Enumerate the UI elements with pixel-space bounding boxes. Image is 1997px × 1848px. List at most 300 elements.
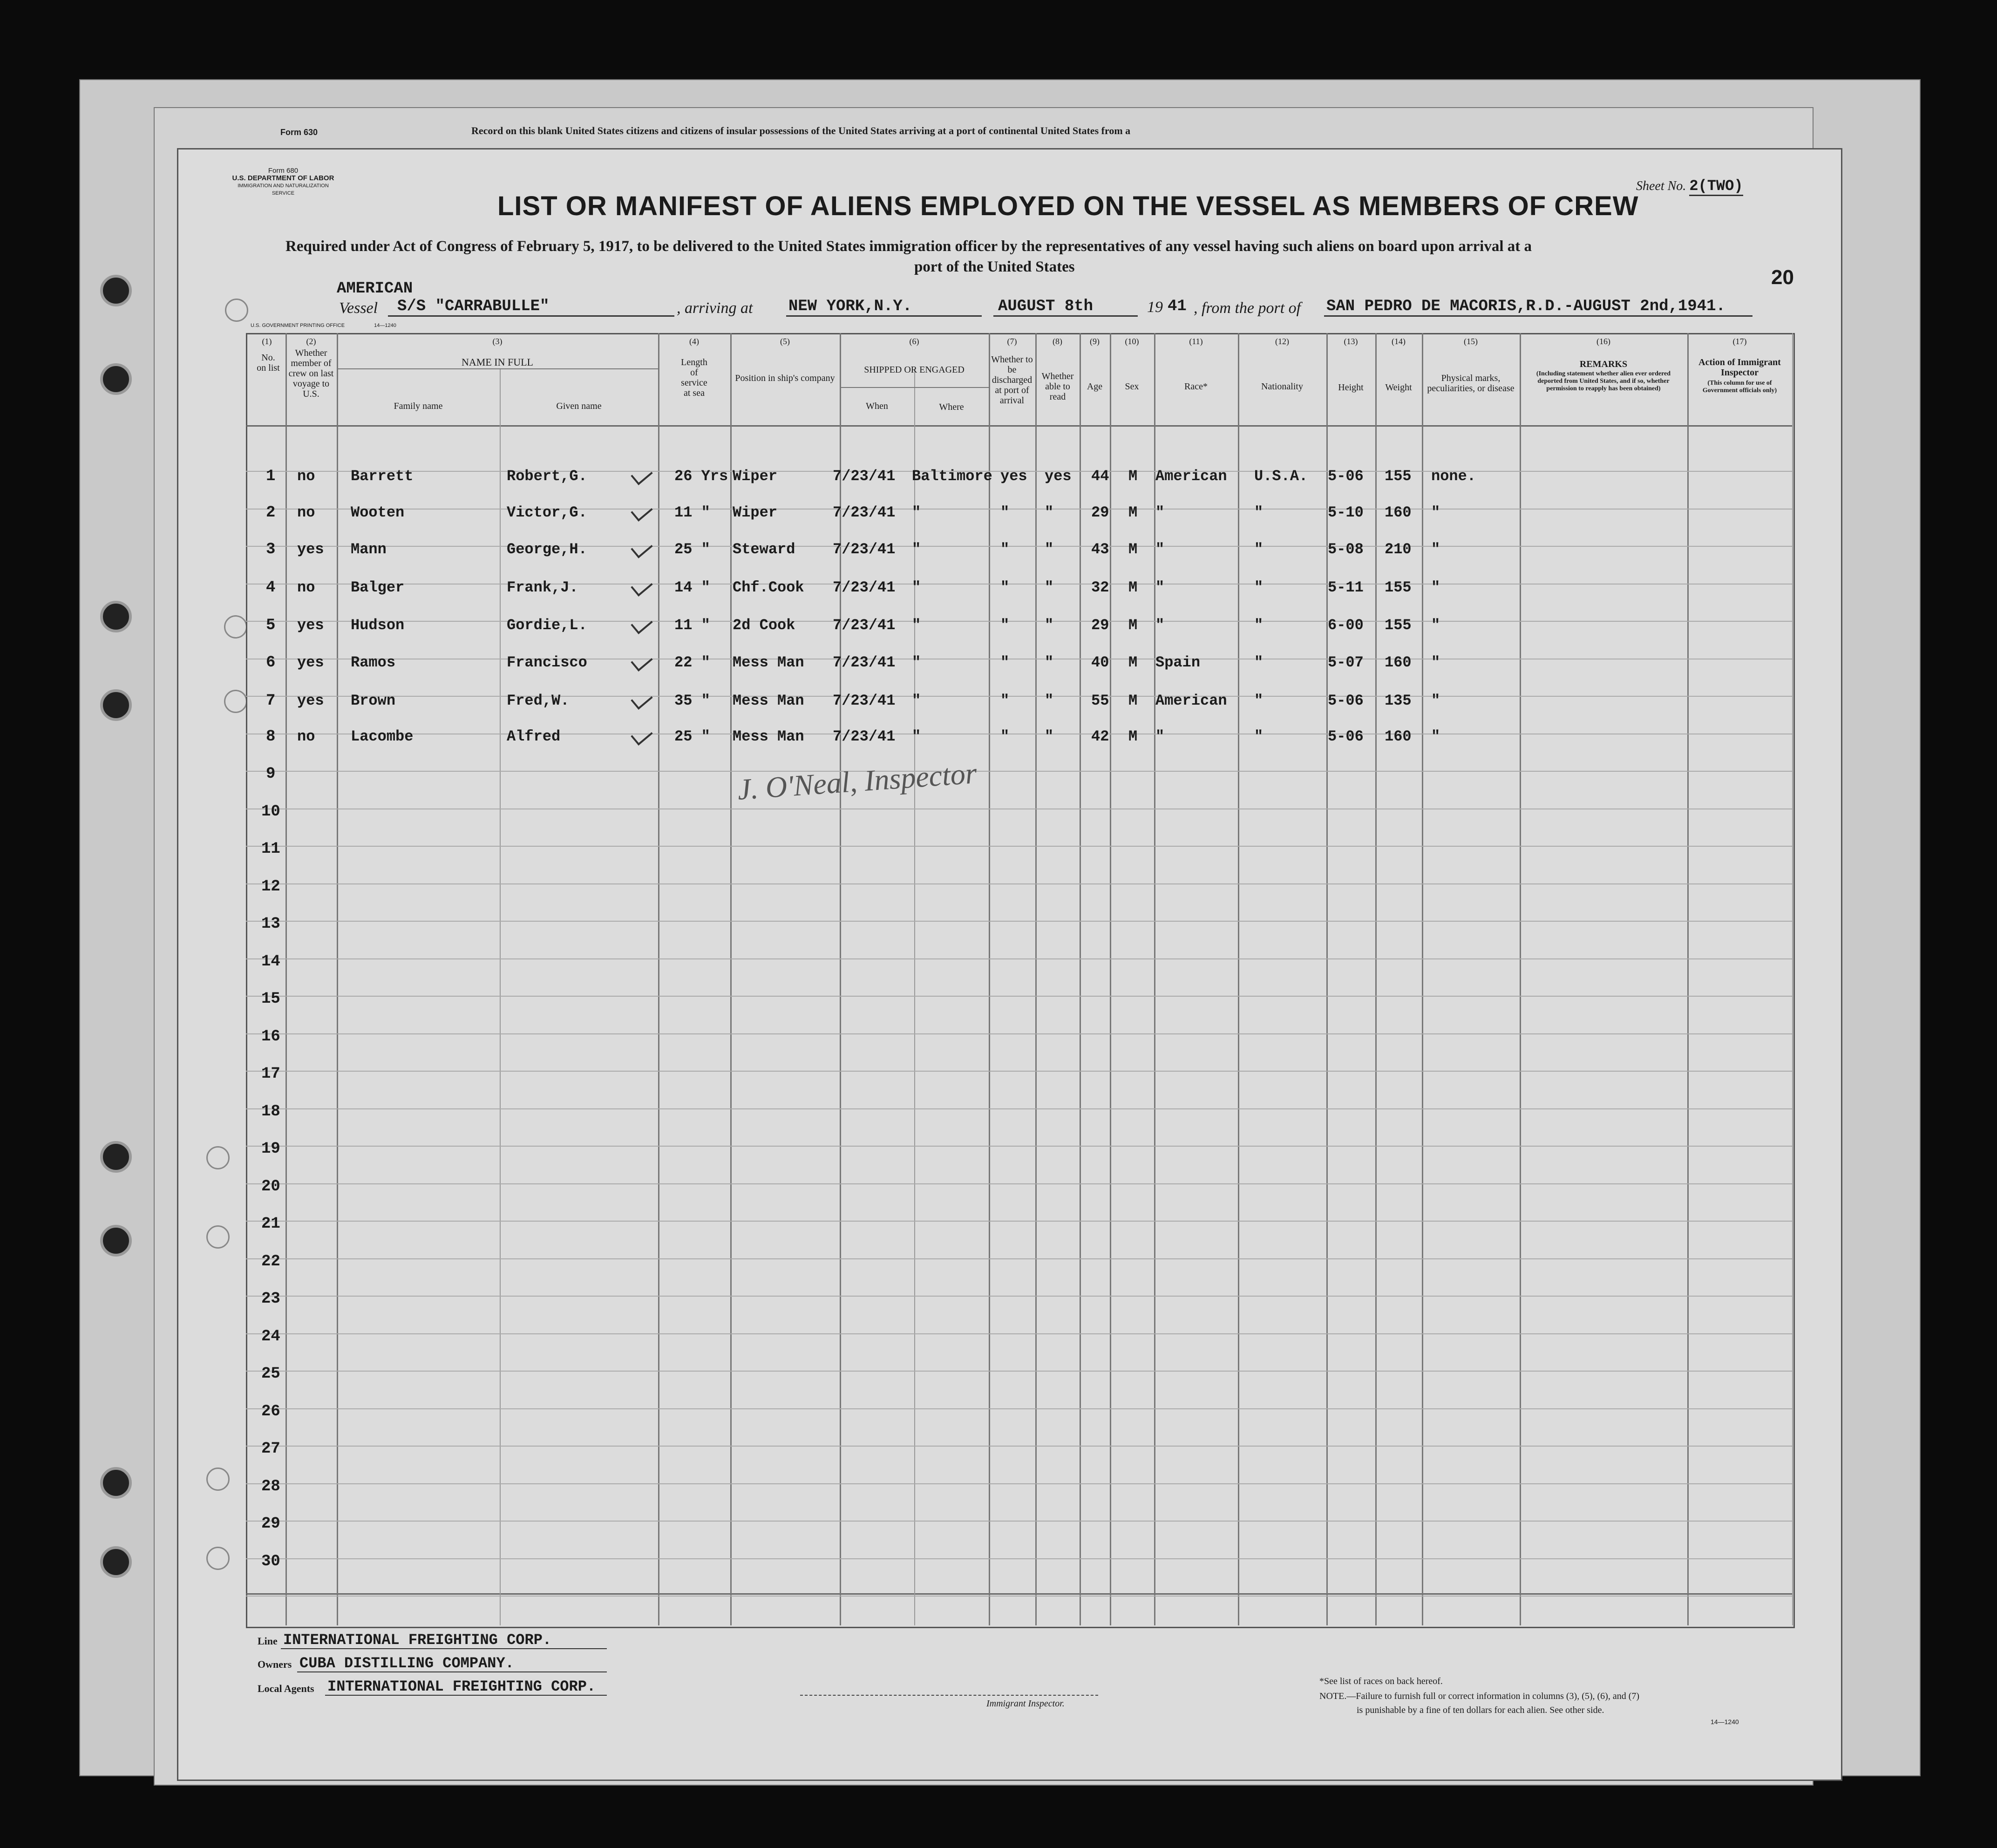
col-4-header: Length of service at sea bbox=[681, 357, 707, 398]
shipped-where: " bbox=[912, 541, 921, 558]
footer-code: 14—1240 bbox=[1711, 1718, 1739, 1726]
physical-marks: " bbox=[1431, 541, 1440, 558]
weight: 155 bbox=[1385, 579, 1412, 596]
row-line bbox=[246, 1221, 1792, 1222]
vessel-name: S/S "CARRABULLE" bbox=[397, 298, 550, 315]
race: " bbox=[1155, 579, 1165, 596]
col-13-number: (13) bbox=[1344, 337, 1358, 346]
sex: M bbox=[1128, 468, 1138, 485]
length-of-service: 25 " bbox=[674, 728, 710, 745]
arriving-port: NEW YORK,N.Y. bbox=[788, 298, 912, 315]
row-number: 19 bbox=[261, 1140, 280, 1158]
row-line bbox=[246, 1033, 1792, 1034]
line-label: Line bbox=[258, 1635, 278, 1647]
race: Spain bbox=[1155, 654, 1201, 671]
arrival-date: AUGUST 8th bbox=[998, 298, 1094, 315]
punch-ring bbox=[224, 615, 247, 639]
col-3-number: (3) bbox=[492, 337, 503, 346]
height: 5-06 bbox=[1328, 728, 1364, 745]
subtitle-line-2: port of the United States bbox=[914, 258, 1075, 275]
col-12-header: Nationality bbox=[1261, 381, 1303, 392]
col-15-number: (15) bbox=[1464, 337, 1478, 346]
arriving-label: , arriving at bbox=[677, 299, 753, 317]
row-number: 20 bbox=[261, 1178, 280, 1196]
physical-marks: " bbox=[1431, 504, 1440, 521]
row-line bbox=[246, 1183, 1792, 1184]
row-line bbox=[246, 846, 1792, 847]
sex: M bbox=[1128, 654, 1138, 671]
col-6-number: (6) bbox=[909, 337, 919, 346]
row-number: 5 bbox=[266, 617, 276, 634]
vessel-nationality: AMERICAN bbox=[337, 280, 413, 298]
able-to-read: yes bbox=[1045, 468, 1072, 485]
sex: M bbox=[1128, 617, 1138, 634]
col-11-header: Race* bbox=[1184, 381, 1208, 392]
row-number: 15 bbox=[261, 990, 280, 1008]
inspector-label: Immigrant Inspector. bbox=[986, 1699, 1065, 1709]
physical-marks: " bbox=[1431, 579, 1440, 596]
col-divider bbox=[337, 333, 338, 1625]
row-number: 10 bbox=[261, 803, 280, 821]
physical-marks: none. bbox=[1431, 468, 1476, 485]
shipped-when: 7/23/41 bbox=[833, 541, 896, 558]
family-name: Wooten bbox=[351, 504, 405, 521]
binder-hole bbox=[100, 689, 132, 721]
row-line bbox=[246, 1483, 1792, 1484]
race: " bbox=[1155, 504, 1165, 521]
col-divider bbox=[1035, 333, 1037, 1625]
inspector-signature-line bbox=[800, 1695, 1098, 1696]
from-port: SAN PEDRO DE MACORIS,R.D.-AUGUST 2nd,1941. bbox=[1326, 298, 1725, 315]
crew-last-voyage: yes bbox=[297, 692, 324, 709]
sheet-number bbox=[1636, 177, 1743, 195]
physical-marks: " bbox=[1431, 728, 1440, 745]
col-2-header: Whether member of crew on last voyage to U.S. bbox=[288, 348, 334, 399]
sex: M bbox=[1128, 504, 1138, 521]
position: Chf.Cook bbox=[733, 579, 804, 596]
row-number: 18 bbox=[261, 1103, 280, 1121]
family-name: Lacombe bbox=[351, 728, 414, 745]
col-7-header: Whether to be discharged at port of arrival bbox=[991, 354, 1033, 406]
position: Wiper bbox=[733, 468, 778, 485]
to-be-discharged: " bbox=[1000, 579, 1010, 596]
weight: 160 bbox=[1385, 504, 1412, 521]
weight: 135 bbox=[1385, 692, 1412, 709]
nationality: " bbox=[1254, 728, 1263, 745]
row-line bbox=[246, 1446, 1792, 1447]
binder-hole bbox=[100, 363, 132, 395]
row-number: 16 bbox=[261, 1028, 280, 1046]
family-name: Barrett bbox=[351, 468, 414, 485]
given-name: Victor,G. bbox=[507, 504, 587, 521]
punch-ring bbox=[225, 299, 248, 322]
row-number: 27 bbox=[261, 1440, 280, 1458]
position: Mess Man bbox=[733, 692, 804, 709]
vessel-name-underline bbox=[388, 315, 674, 317]
sex: M bbox=[1128, 541, 1138, 558]
row-line bbox=[246, 1146, 1792, 1147]
given-name: Frank,J. bbox=[507, 579, 578, 596]
manifest-sheet bbox=[177, 148, 1842, 1781]
given-name-header: Given name bbox=[556, 401, 602, 411]
col-1-header: No. on list bbox=[257, 353, 280, 373]
row-line bbox=[246, 1108, 1792, 1109]
given-name: George,H. bbox=[507, 541, 587, 558]
department-name: U.S. DEPARTMENT OF LABOR bbox=[232, 174, 334, 182]
shipped-where: " bbox=[912, 579, 921, 596]
col-16-subheader: (Including statement whether alien ever ordered deported from United States, and if so, whether permission to reapply has been obtained) bbox=[1536, 370, 1671, 392]
col-10-number: (10) bbox=[1125, 337, 1139, 346]
row-line bbox=[246, 921, 1792, 922]
agents-underline bbox=[325, 1695, 607, 1696]
shipped-when: 7/23/41 bbox=[833, 468, 896, 485]
row-line bbox=[246, 996, 1792, 997]
race: " bbox=[1155, 728, 1165, 745]
height: 5-06 bbox=[1328, 468, 1364, 485]
shipped-when: 7/23/41 bbox=[833, 504, 896, 521]
nationality: U.S.A. bbox=[1254, 468, 1308, 485]
col-9-header: Age bbox=[1087, 381, 1103, 392]
sheet-label: Sheet No. bbox=[1636, 179, 1686, 193]
col-5-number: (5) bbox=[780, 337, 790, 346]
row-number: 12 bbox=[261, 878, 280, 896]
note-line-1: NOTE.—Failure to furnish full or correct information in columns (3), (5), (6), and (7) bbox=[1319, 1691, 1640, 1701]
crew-last-voyage: yes bbox=[297, 541, 324, 558]
row-line bbox=[246, 808, 1792, 809]
able-to-read: " bbox=[1045, 504, 1054, 521]
shipped-subheader-line bbox=[840, 387, 989, 388]
col-1-number: (1) bbox=[262, 337, 272, 346]
nationality: " bbox=[1254, 692, 1263, 709]
from-port-underline bbox=[1324, 315, 1752, 317]
col-15-header: Physical marks, peculiarities, or disease bbox=[1427, 373, 1515, 394]
position: 2d Cook bbox=[733, 617, 795, 634]
row-number: 26 bbox=[261, 1403, 280, 1420]
background-form-number: Form 630 bbox=[280, 128, 318, 137]
length-of-service: 35 " bbox=[674, 692, 710, 709]
shipped-when: 7/23/41 bbox=[833, 728, 896, 745]
able-to-read: " bbox=[1045, 541, 1054, 558]
col-14-number: (14) bbox=[1392, 337, 1406, 346]
length-of-service: 26 Yrs bbox=[674, 468, 728, 485]
race: American bbox=[1155, 468, 1227, 485]
shipped-when: 7/23/41 bbox=[833, 692, 896, 709]
given-name: Francisco bbox=[507, 654, 587, 671]
row-line bbox=[246, 1521, 1792, 1522]
nationality: " bbox=[1254, 654, 1263, 671]
family-name: Brown bbox=[351, 692, 396, 709]
age: 40 bbox=[1091, 654, 1109, 671]
position: Steward bbox=[733, 541, 795, 558]
col-divider bbox=[1792, 333, 1793, 1625]
col-17-number: (17) bbox=[1732, 337, 1747, 346]
shipped-when: 7/23/41 bbox=[833, 617, 896, 634]
row-number: 2 bbox=[266, 504, 276, 522]
row-number: 7 bbox=[266, 692, 276, 710]
weight: 155 bbox=[1385, 468, 1412, 485]
to-be-discharged: " bbox=[1000, 654, 1010, 671]
shipped-where: " bbox=[912, 728, 921, 745]
col-9-number: (9) bbox=[1090, 337, 1100, 346]
given-name: Alfred bbox=[507, 728, 561, 745]
punch-ring bbox=[206, 1468, 230, 1491]
col-divider bbox=[1154, 333, 1155, 1625]
col-6-header: SHIPPED OR ENGAGED bbox=[864, 365, 965, 375]
able-to-read: " bbox=[1045, 728, 1054, 745]
binder-hole bbox=[100, 1141, 132, 1173]
col-17-header: Action of Immigrant Inspector bbox=[1698, 357, 1781, 378]
col-divider bbox=[1375, 333, 1377, 1625]
age: 42 bbox=[1091, 728, 1109, 745]
printing-office-code: 14—1240 bbox=[374, 323, 396, 328]
age: 32 bbox=[1091, 579, 1109, 596]
row-number: 11 bbox=[261, 840, 280, 858]
length-of-service: 14 " bbox=[674, 579, 710, 596]
length-of-service: 11 " bbox=[674, 504, 710, 521]
crew-last-voyage: yes bbox=[297, 654, 324, 671]
race: " bbox=[1155, 617, 1165, 634]
page-title: LIST OR MANIFEST OF ALIENS EMPLOYED ON THE VESSEL AS MEMBERS OF CREW bbox=[497, 191, 1639, 221]
binder-hole bbox=[100, 1225, 132, 1257]
row-line bbox=[246, 546, 1792, 547]
line-underline bbox=[281, 1648, 607, 1649]
race: American bbox=[1155, 692, 1227, 709]
able-to-read: " bbox=[1045, 617, 1054, 634]
inspector-signature: J. O'Neal, Inspector bbox=[736, 756, 978, 806]
sex: M bbox=[1128, 692, 1138, 709]
row-line bbox=[246, 1408, 1792, 1409]
weight: 155 bbox=[1385, 617, 1412, 634]
weight: 210 bbox=[1385, 541, 1412, 558]
header-divider bbox=[246, 425, 1792, 427]
row-number: 1 bbox=[266, 468, 276, 485]
height: 5-06 bbox=[1328, 692, 1364, 709]
form-header-block bbox=[230, 167, 337, 197]
race: " bbox=[1155, 541, 1165, 558]
col-11-number: (11) bbox=[1189, 337, 1203, 346]
age: 44 bbox=[1091, 468, 1109, 485]
vessel-label: Vessel bbox=[339, 299, 378, 317]
agents-label: Local Agents bbox=[258, 1683, 314, 1694]
col-7-number: (7) bbox=[1007, 337, 1017, 346]
owners-underline bbox=[297, 1671, 607, 1672]
col-divider bbox=[1110, 333, 1111, 1625]
crew-last-voyage: no bbox=[297, 579, 315, 596]
weight: 160 bbox=[1385, 654, 1412, 671]
row-number: 3 bbox=[266, 541, 276, 558]
row-number: 23 bbox=[261, 1290, 280, 1308]
row-line bbox=[246, 621, 1792, 622]
row-number: 6 bbox=[266, 654, 276, 672]
row-number: 8 bbox=[266, 728, 276, 746]
row-line bbox=[246, 696, 1792, 697]
punch-ring bbox=[224, 690, 247, 713]
col-divider bbox=[1520, 333, 1521, 1625]
owners-label: Owners bbox=[258, 1658, 292, 1670]
row-number: 24 bbox=[261, 1328, 280, 1345]
row-line bbox=[246, 509, 1792, 510]
nationality: " bbox=[1254, 541, 1263, 558]
shipped-where: " bbox=[912, 654, 921, 671]
owners-value: CUBA DISTILLING COMPANY. bbox=[299, 1655, 514, 1672]
row-number: 17 bbox=[261, 1065, 280, 1083]
crew-last-voyage: no bbox=[297, 728, 315, 745]
position: Wiper bbox=[733, 504, 778, 521]
punch-ring bbox=[206, 1225, 230, 1249]
row-number: 29 bbox=[261, 1515, 280, 1533]
subtitle-line-1: Required under Act of Congress of February 5, 1917, to be delivered to the United States immigration officer by the representatives of any vessel having such aliens on board upon arrival at a bbox=[285, 238, 1532, 255]
col-13-header: Height bbox=[1338, 382, 1364, 393]
weight: 160 bbox=[1385, 728, 1412, 745]
col-16-number: (16) bbox=[1596, 337, 1610, 346]
shipped-where: " bbox=[912, 692, 921, 709]
row-number: 4 bbox=[266, 579, 276, 597]
col-8-header: Whether able to read bbox=[1041, 371, 1074, 402]
height: 6-00 bbox=[1328, 617, 1364, 634]
physical-marks: " bbox=[1431, 654, 1440, 671]
col-16-header: REMARKS bbox=[1579, 359, 1628, 369]
binder-hole bbox=[100, 1546, 132, 1578]
binder-hole bbox=[100, 1467, 132, 1499]
col-divider bbox=[730, 333, 732, 1625]
row-line bbox=[246, 1071, 1792, 1072]
shipped-when: 7/23/41 bbox=[833, 654, 896, 671]
col-divider bbox=[1422, 333, 1423, 1625]
col-divider bbox=[989, 333, 990, 1625]
crew-last-voyage: no bbox=[297, 504, 315, 521]
year-prefix: 19 bbox=[1147, 299, 1163, 316]
able-to-read: " bbox=[1045, 654, 1054, 671]
footer-divider bbox=[246, 1593, 1792, 1595]
nationality: " bbox=[1254, 617, 1263, 634]
family-name-header: Family name bbox=[394, 401, 443, 411]
given-name: Fred,W. bbox=[507, 692, 570, 709]
row-number: 13 bbox=[261, 915, 280, 933]
age: 55 bbox=[1091, 692, 1109, 709]
row-number: 30 bbox=[261, 1553, 280, 1570]
col-10-header: Sex bbox=[1125, 381, 1139, 392]
to-be-discharged: " bbox=[1000, 541, 1010, 558]
col-14-header: Weight bbox=[1385, 382, 1412, 393]
col-4-number: (4) bbox=[689, 337, 699, 346]
nationality: " bbox=[1254, 579, 1263, 596]
to-be-discharged: " bbox=[1000, 692, 1010, 709]
height: 5-10 bbox=[1328, 504, 1364, 521]
col-divider bbox=[285, 333, 287, 1625]
page-number: 20 bbox=[1771, 266, 1794, 289]
printing-office-name: U.S. GOVERNMENT PRINTING OFFICE bbox=[251, 323, 345, 328]
nationality: " bbox=[1254, 504, 1263, 521]
binder-hole bbox=[100, 275, 132, 306]
col-8-number: (8) bbox=[1053, 337, 1062, 346]
arriving-port-underline bbox=[786, 315, 982, 317]
row-line bbox=[246, 1558, 1792, 1559]
col-divider bbox=[1326, 333, 1328, 1625]
row-line bbox=[246, 1258, 1792, 1259]
from-label: , from the port of bbox=[1194, 299, 1301, 317]
length-of-service: 25 " bbox=[674, 541, 710, 558]
col-divider bbox=[500, 368, 501, 1625]
row-number: 21 bbox=[261, 1215, 280, 1233]
manifest-table bbox=[246, 333, 1795, 1628]
note-line-2: is punishable by a fine of ten dollars for each alien. See other side. bbox=[1357, 1705, 1604, 1715]
form-number: Form 680 bbox=[268, 167, 299, 175]
age: 29 bbox=[1091, 504, 1109, 521]
crew-last-voyage: no bbox=[297, 468, 315, 485]
col-5-header: Position in ship's company bbox=[735, 373, 835, 383]
punch-ring bbox=[206, 1146, 230, 1169]
line-value: INTERNATIONAL FREIGHTING CORP. bbox=[283, 1631, 552, 1649]
row-number: 14 bbox=[261, 953, 280, 971]
able-to-read: " bbox=[1045, 579, 1054, 596]
col-17-subheader: (This column for use of Government officials only) bbox=[1702, 380, 1777, 394]
row-line bbox=[246, 883, 1792, 884]
length-of-service: 11 " bbox=[674, 617, 710, 634]
sheet-value: 2(TWO) bbox=[1689, 177, 1743, 196]
punch-ring bbox=[206, 1547, 230, 1570]
family-name: Hudson bbox=[351, 617, 405, 634]
arrival-date-underline bbox=[993, 315, 1138, 317]
age: 29 bbox=[1091, 617, 1109, 634]
given-name: Gordie,L. bbox=[507, 617, 587, 634]
family-name: Balger bbox=[351, 579, 405, 596]
row-number: 25 bbox=[261, 1365, 280, 1383]
height: 5-07 bbox=[1328, 654, 1364, 671]
physical-marks: " bbox=[1431, 617, 1440, 634]
row-line bbox=[246, 1333, 1792, 1334]
given-name: Robert,G. bbox=[507, 468, 587, 485]
family-name: Ramos bbox=[351, 654, 396, 671]
physical-marks: " bbox=[1431, 692, 1440, 709]
able-to-read: " bbox=[1045, 692, 1054, 709]
to-be-discharged: yes bbox=[1000, 468, 1027, 485]
races-note: *See list of races on back hereof. bbox=[1319, 1676, 1443, 1686]
height: 5-08 bbox=[1328, 541, 1364, 558]
agents-value: INTERNATIONAL FREIGHTING CORP. bbox=[327, 1678, 596, 1695]
arrival-year: 41 bbox=[1168, 298, 1187, 315]
row-line bbox=[246, 1296, 1792, 1297]
row-line bbox=[246, 1371, 1792, 1372]
sex: M bbox=[1128, 728, 1138, 745]
background-form-text: Record on this blank United States citizens and citizens of insular possessions of the United States arriving at a port of continental United States from a bbox=[471, 125, 1131, 136]
col-divider bbox=[840, 333, 841, 1625]
printing-office bbox=[251, 323, 396, 328]
shipped-when: 7/23/41 bbox=[833, 579, 896, 596]
binder-hole bbox=[100, 601, 132, 632]
family-name: Mann bbox=[351, 541, 387, 558]
row-number: 22 bbox=[261, 1253, 280, 1270]
row-number: 9 bbox=[266, 765, 276, 783]
shipped-when-header: When bbox=[866, 401, 888, 411]
service-name: IMMIGRATION AND NATURALIZATION SERVICE bbox=[238, 183, 329, 196]
shipped-where: " bbox=[912, 617, 921, 634]
col-divider bbox=[1687, 333, 1689, 1625]
col-divider bbox=[1238, 333, 1239, 1625]
to-be-discharged: " bbox=[1000, 617, 1010, 634]
to-be-discharged: " bbox=[1000, 728, 1010, 745]
name-subheader-line bbox=[337, 368, 658, 369]
col-3-header: NAME IN FULL bbox=[462, 356, 533, 368]
length-of-service: 22 " bbox=[674, 654, 710, 671]
position: Mess Man bbox=[733, 728, 804, 745]
height: 5-11 bbox=[1328, 579, 1364, 596]
shipped-where: " bbox=[912, 504, 921, 521]
row-number: 28 bbox=[261, 1478, 280, 1495]
row-line bbox=[246, 1596, 1792, 1597]
col-divider bbox=[1080, 333, 1081, 1625]
position: Mess Man bbox=[733, 654, 804, 671]
sex: M bbox=[1128, 579, 1138, 596]
